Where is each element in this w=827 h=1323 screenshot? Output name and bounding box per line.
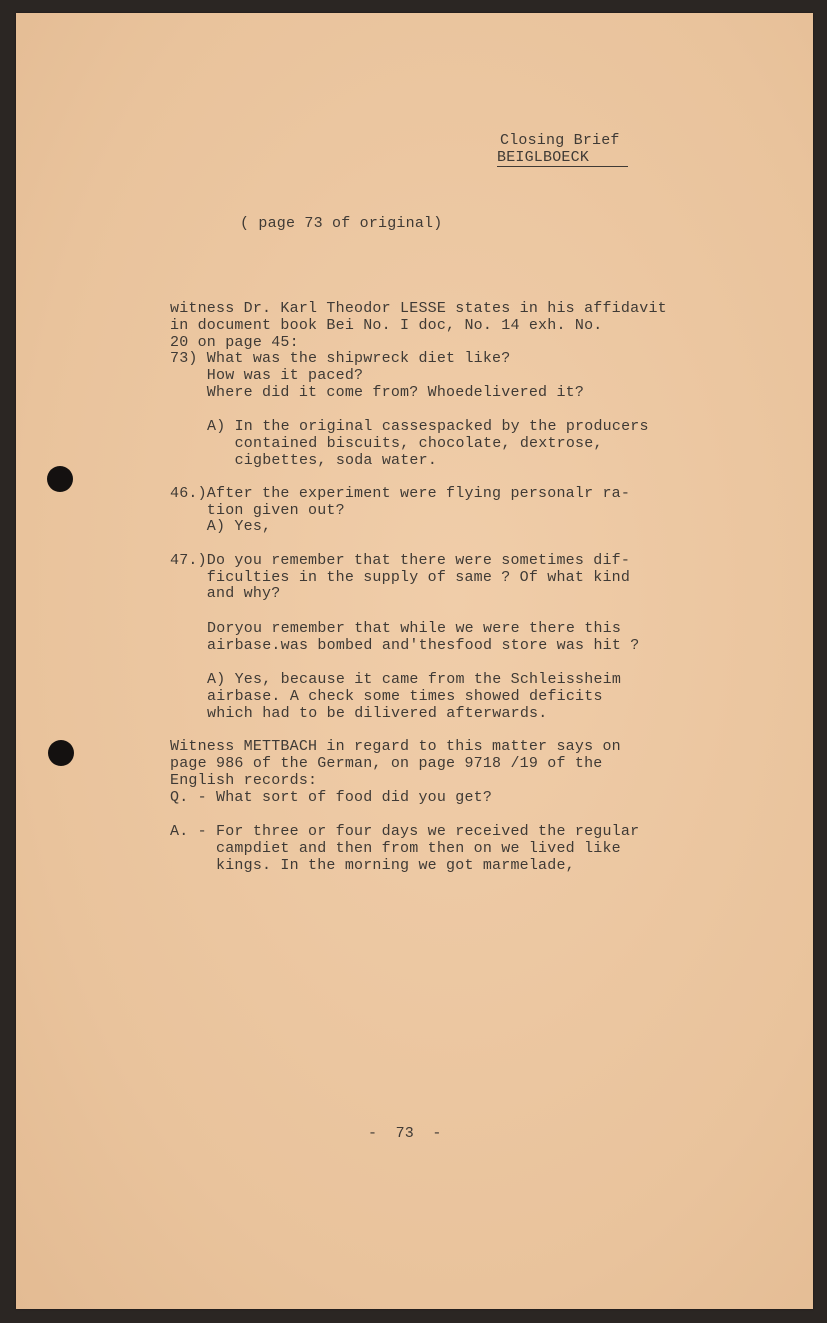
- text-line: Doryou remember that while we were there this: [207, 620, 622, 637]
- text-line: 20 on page 45:: [170, 334, 299, 351]
- text-line: kings. In the morning we got marmelade,: [170, 857, 575, 874]
- text-line: contained biscuits, chocolate, dextrose,: [207, 435, 603, 452]
- text-line: Where did it come from? Whoedelivered it?: [170, 384, 585, 401]
- text-line: A) Yes, because it came from the Schleissheim: [207, 671, 622, 688]
- text-line: 73) What was the shipwreck diet like?: [170, 350, 511, 367]
- text-line: which had to be dilivered afterwards.: [207, 705, 548, 722]
- page-reference: ( page 73 of original): [240, 215, 443, 232]
- text-line: 47.)Do you remember that there were sometimes dif-: [170, 552, 631, 569]
- text-line: tion given out?: [170, 502, 345, 519]
- text-line: witness Dr. Karl Theodor LESSE states in his affidavit: [170, 300, 667, 317]
- text-line: page 986 of the German, on page 9718 /19 of the: [170, 755, 603, 772]
- text-line: A) In the original cassespacked by the producers: [207, 418, 649, 435]
- header-title: Closing Brief: [500, 132, 620, 149]
- text-line: How was it paced?: [170, 367, 364, 384]
- page-number: - 73 -: [368, 1125, 442, 1142]
- text-line: campdiet and then from then on we lived like: [170, 840, 621, 857]
- text-line: 46.)After the experiment were flying personalr ra-: [170, 485, 631, 502]
- text-line: in document book Bei No. I doc, No. 14 exh. No.: [170, 317, 603, 334]
- text-line: airbase. A check some times showed deficits: [207, 688, 603, 705]
- text-line: English records:: [170, 772, 318, 789]
- punch-hole: [47, 466, 73, 492]
- header-underline: [497, 166, 628, 167]
- text-line: ficulties in the supply of same ? Of what kind: [170, 569, 631, 586]
- text-line: and why?: [170, 585, 281, 602]
- header-defendant-name: BEIGLBOECK: [497, 149, 590, 166]
- document-page: [16, 13, 813, 1309]
- text-line: airbase.was bombed and'thesfood store was hit ?: [207, 637, 640, 654]
- text-line: Witness METTBACH in regard to this matter says on: [170, 738, 621, 755]
- punch-hole: [48, 740, 74, 766]
- text-line: cigbettes, soda water.: [207, 452, 438, 469]
- text-line: A. - For three or four days we received the regular: [170, 823, 640, 840]
- text-line: Q. - What sort of food did you get?: [170, 789, 493, 806]
- text-line: A) Yes,: [170, 518, 272, 535]
